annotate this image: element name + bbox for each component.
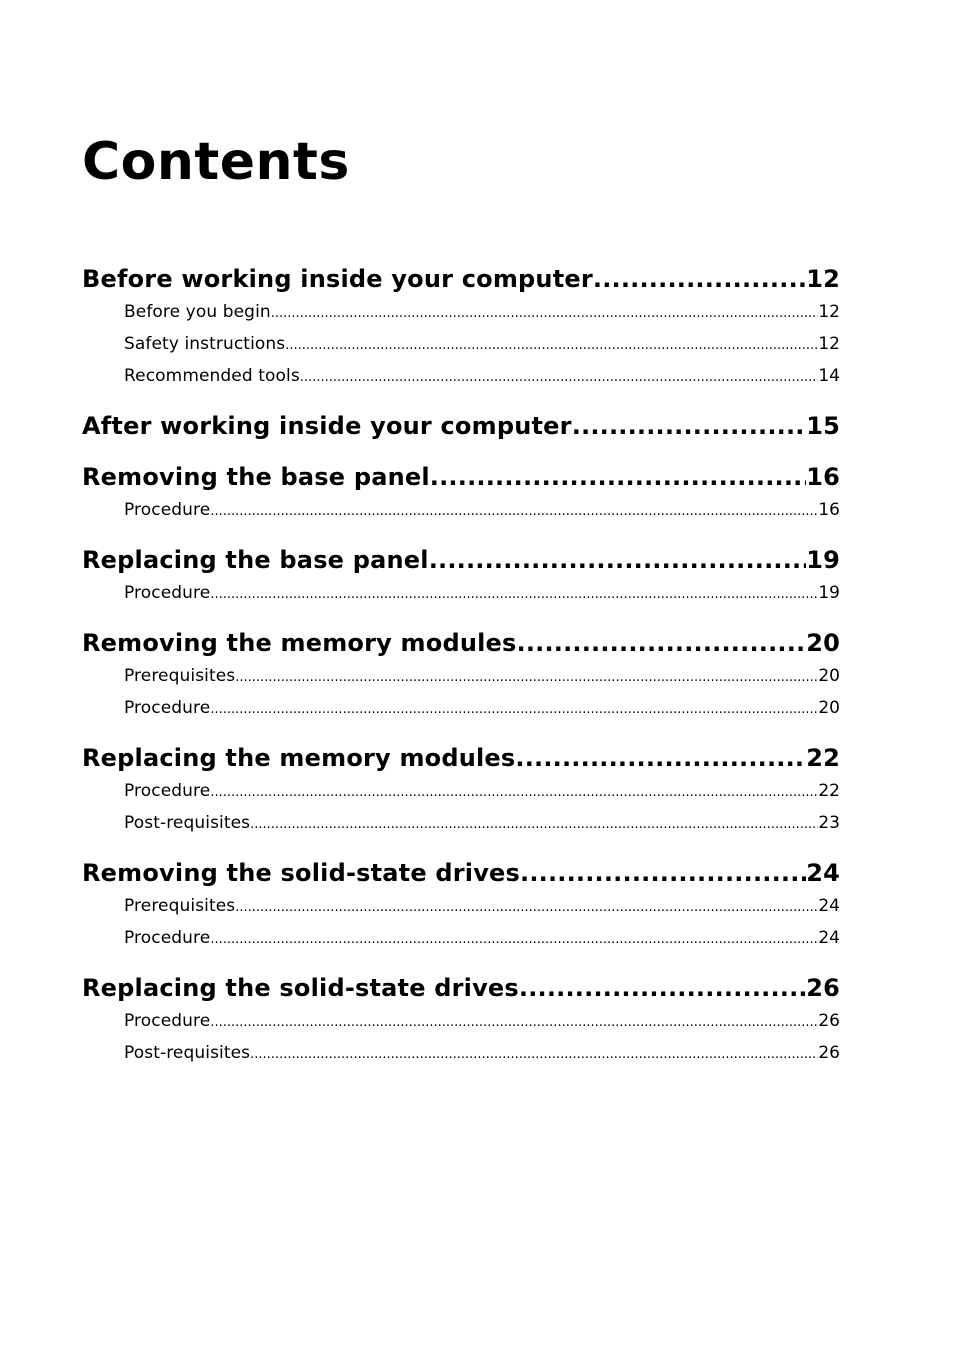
- dot-leader: [520, 856, 806, 890]
- page-title: Contents: [82, 132, 350, 192]
- toc-subsection-entry[interactable]: [124, 494, 840, 526]
- toc-page-number: 16: [818, 500, 840, 520]
- toc-page-number: 24: [818, 928, 840, 948]
- dot-leader: [235, 662, 818, 692]
- toc-section: [82, 543, 840, 609]
- toc-subsection-entry[interactable]: [124, 577, 840, 609]
- toc-entry-label: Before you begin: [124, 302, 271, 322]
- dot-leader: [429, 543, 807, 577]
- dot-leader: [210, 924, 818, 954]
- toc-page-number: 20: [818, 698, 840, 718]
- toc-page-number: 26: [818, 1011, 840, 1031]
- toc-subsection-entry[interactable]: [124, 692, 840, 724]
- toc-page-number: 19: [818, 583, 840, 603]
- toc-page-number: 22: [806, 744, 840, 772]
- toc-entry-label: Post-requisites: [124, 813, 251, 833]
- dot-leader: [210, 777, 818, 807]
- toc-entry-label: Procedure: [124, 500, 211, 520]
- toc-entry-label: Procedure: [124, 781, 211, 801]
- table-of-contents: [82, 262, 840, 1086]
- toc-entry-label: After working inside your computer: [82, 412, 572, 440]
- toc-section: [82, 262, 840, 392]
- toc-page-number: 20: [806, 629, 840, 657]
- dot-leader: [210, 694, 818, 724]
- dot-leader: [430, 460, 806, 494]
- toc-page-number: 20: [818, 666, 840, 686]
- dot-leader: [210, 496, 818, 526]
- toc-page-number: 26: [818, 1043, 840, 1063]
- dot-leader: [519, 971, 806, 1005]
- toc-chapter-entry[interactable]: [82, 460, 840, 494]
- dot-leader: [210, 1007, 818, 1037]
- dot-leader: [250, 1039, 818, 1069]
- toc-entry-label: Replacing the solid-state drives: [82, 974, 519, 1002]
- dot-leader: [515, 741, 806, 775]
- toc-page-number: 24: [818, 896, 840, 916]
- toc-entry-label: Procedure: [124, 928, 211, 948]
- toc-page-number: 23: [818, 813, 840, 833]
- toc-entry-label: Safety instructions: [124, 334, 286, 354]
- toc-page-number: 19: [806, 546, 840, 574]
- toc-entry-label: Removing the base panel: [82, 463, 430, 491]
- toc-chapter-entry[interactable]: [82, 971, 840, 1005]
- dot-leader: [517, 626, 807, 660]
- toc-page-number: 12: [806, 265, 840, 293]
- dot-leader: [271, 298, 819, 328]
- dot-leader: [300, 362, 819, 392]
- toc-section: [82, 856, 840, 954]
- toc-section: [82, 971, 840, 1069]
- toc-subsection-entry[interactable]: [124, 660, 840, 692]
- toc-subsection-entry[interactable]: [124, 328, 840, 360]
- toc-entry-label: Prerequisites: [124, 666, 236, 686]
- toc-subsection-entry[interactable]: [124, 922, 840, 954]
- toc-page-number: 15: [806, 412, 840, 440]
- toc-page-number: 14: [818, 366, 840, 386]
- toc-section: [82, 460, 840, 526]
- toc-entry-label: Replacing the memory modules: [82, 744, 516, 772]
- toc-page-number: 16: [806, 463, 840, 491]
- dot-leader: [250, 809, 818, 839]
- toc-section: [82, 626, 840, 724]
- toc-chapter-entry[interactable]: [82, 626, 840, 660]
- dot-leader: [235, 892, 818, 922]
- toc-entry-label: Procedure: [124, 698, 211, 718]
- toc-subsection-entry[interactable]: [124, 1037, 840, 1069]
- toc-subsection-entry[interactable]: [124, 360, 840, 392]
- toc-page-number: 12: [818, 334, 840, 354]
- dot-leader: [572, 409, 807, 443]
- toc-chapter-entry[interactable]: [82, 409, 840, 443]
- toc-subsection-entry[interactable]: [124, 1005, 840, 1037]
- toc-entry-label: Replacing the base panel: [82, 546, 429, 574]
- toc-chapter-entry[interactable]: [82, 741, 840, 775]
- toc-chapter-entry[interactable]: [82, 856, 840, 890]
- toc-page-number: 22: [818, 781, 840, 801]
- toc-subsection-entry[interactable]: [124, 296, 840, 328]
- toc-subsection-entry[interactable]: [124, 807, 840, 839]
- toc-entry-label: Procedure: [124, 583, 211, 603]
- dot-leader: [285, 330, 818, 360]
- toc-page-number: 12: [818, 302, 840, 322]
- dot-leader: [593, 262, 806, 296]
- toc-page-number: 24: [806, 859, 840, 887]
- toc-subsection-entry[interactable]: [124, 775, 840, 807]
- toc-chapter-entry[interactable]: [82, 543, 840, 577]
- toc-entry-label: Recommended tools: [124, 366, 300, 386]
- toc-section: [82, 741, 840, 839]
- toc-entry-label: Removing the solid-state drives: [82, 859, 521, 887]
- toc-entry-label: Removing the memory modules: [82, 629, 517, 657]
- toc-subsection-entry[interactable]: [124, 890, 840, 922]
- toc-entry-label: Procedure: [124, 1011, 211, 1031]
- toc-entry-label: Before working inside your computer: [82, 265, 593, 293]
- dot-leader: [210, 579, 818, 609]
- toc-entry-label: Prerequisites: [124, 896, 236, 916]
- toc-page-number: 26: [806, 974, 840, 1002]
- toc-chapter-entry[interactable]: [82, 262, 840, 296]
- toc-section: [82, 409, 840, 443]
- toc-entry-label: Post-requisites: [124, 1043, 251, 1063]
